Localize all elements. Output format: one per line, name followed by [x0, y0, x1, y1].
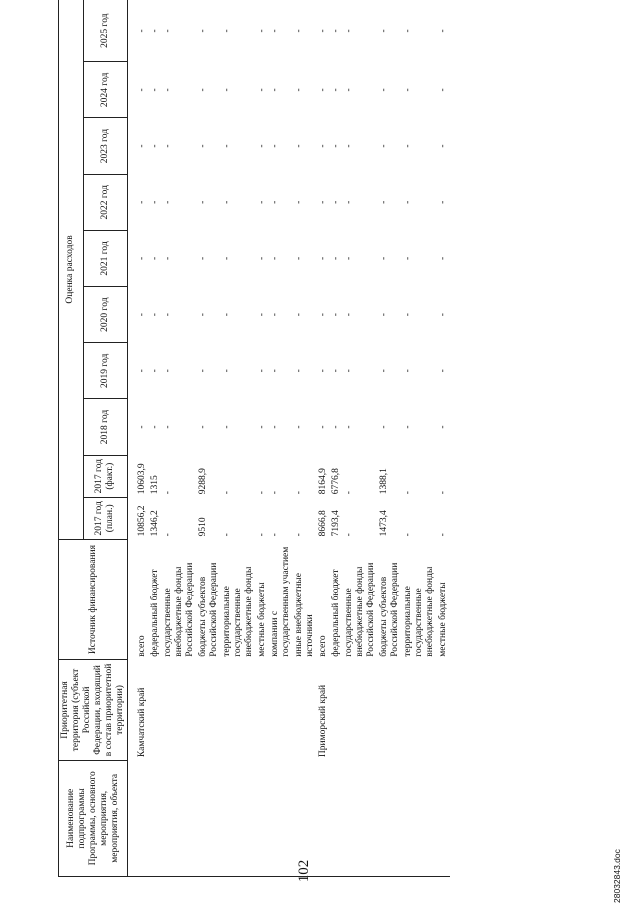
- value-cell: -: [150, 425, 160, 429]
- value-cell: -: [257, 144, 267, 148]
- value-cell: 1473,4: [379, 510, 389, 537]
- value-cell: -: [403, 256, 413, 261]
- value-cell: -: [294, 425, 304, 429]
- table-row: [128, 0, 150, 877]
- value-cell: -: [270, 144, 280, 148]
- funding-source-cell: государственные внебюджетные фонды Российской Федерации: [163, 562, 195, 657]
- value-cell: -: [294, 200, 304, 204]
- value-cell: -: [438, 369, 448, 373]
- value-cell: -: [198, 256, 208, 261]
- funding-source-cell: государственные внебюджетные фонды Российской Федерации: [344, 562, 376, 657]
- value-cell: -: [294, 144, 304, 148]
- value-cell: -: [197, 0, 221, 62]
- value-cell: -: [331, 200, 341, 204]
- header-year: 2024 год: [83, 62, 127, 118]
- header-year: 2025 год: [83, 0, 127, 62]
- value-cell: 10856,2: [137, 505, 147, 537]
- table-row: [330, 0, 343, 877]
- table-row: [343, 0, 378, 877]
- value-cell: -: [257, 256, 267, 261]
- value-cell: -: [378, 0, 402, 62]
- value-cell: -: [438, 88, 448, 92]
- value-cell: -: [150, 369, 160, 373]
- value-cell: -: [403, 88, 413, 92]
- header-year: 2023 год: [83, 118, 127, 174]
- funding-source-cell: бюджеты субъектов Российской Федерации: [379, 562, 400, 657]
- header-expense-estimate: Оценка расходов: [59, 0, 84, 539]
- value-cell: -: [269, 0, 293, 62]
- expenditure-table: [58, 0, 450, 877]
- value-cell: -: [150, 144, 160, 148]
- value-cell: -: [222, 200, 232, 204]
- value-cell: -: [222, 256, 232, 261]
- value-cell: -: [438, 256, 448, 261]
- value-cell: -: [198, 200, 208, 204]
- table-row: [437, 0, 450, 877]
- header-program-name: Наименование подпрограммы Программы, основного мероприятия, мероприятия, объекта: [59, 760, 128, 876]
- value-cell: -: [257, 491, 267, 495]
- value-cell: -: [344, 533, 354, 537]
- territory-cell: [162, 660, 197, 760]
- territory-cell: Камчатский край: [137, 687, 147, 758]
- value-cell: -: [331, 369, 341, 373]
- program-name-cell: [402, 760, 437, 876]
- value-cell: -: [222, 88, 232, 92]
- program-name-cell: [437, 760, 450, 876]
- funding-source-cell: федеральный бюджет: [150, 569, 160, 657]
- value-cell: -: [379, 313, 389, 317]
- value-cell: -: [331, 88, 341, 92]
- program-name-cell: [256, 760, 269, 876]
- territory-cell: [197, 660, 221, 760]
- funding-source-cell: бюджеты субъектов Российской Федерации: [198, 562, 219, 657]
- value-cell: -: [257, 88, 267, 92]
- value-cell: -: [270, 200, 280, 204]
- program-name-cell: [343, 760, 378, 876]
- value-cell: -: [150, 313, 160, 317]
- value-cell: -: [403, 313, 413, 317]
- program-name-cell: [162, 760, 197, 876]
- header-row-top: [59, 0, 84, 877]
- value-cell: -: [438, 533, 448, 537]
- funding-source-cell: компании с государственным участием: [270, 546, 291, 657]
- value-cell: -: [198, 313, 208, 317]
- value-cell: -: [270, 533, 280, 537]
- value-cell: -: [149, 0, 162, 62]
- value-cell: -: [163, 313, 173, 317]
- value-cell: -: [438, 144, 448, 148]
- value-cell: -: [402, 0, 437, 62]
- value-cell: -: [137, 313, 147, 317]
- header-funding-source: Источник финансирования: [59, 539, 128, 659]
- value-cell: -: [137, 88, 147, 92]
- header-year: 2022 год: [83, 174, 127, 230]
- table-body: [128, 0, 451, 877]
- value-cell: 8666,8: [318, 510, 328, 537]
- territory-cell: [402, 660, 437, 760]
- value-cell: 10603,9: [137, 463, 147, 495]
- value-cell: -: [344, 491, 354, 495]
- value-cell: -: [344, 425, 354, 429]
- value-cell: -: [344, 256, 354, 261]
- value-cell: -: [198, 144, 208, 148]
- value-cell: -: [137, 425, 147, 429]
- table-row: [378, 0, 402, 877]
- table-row: [256, 0, 269, 877]
- value-cell: -: [163, 533, 173, 537]
- table-row: [402, 0, 437, 877]
- funding-source-cell: иные внебюджетные источники: [294, 573, 315, 657]
- header-year: 2017 год (план.): [83, 497, 127, 539]
- value-cell: -: [403, 200, 413, 204]
- value-cell: -: [163, 425, 173, 429]
- value-cell: -: [403, 144, 413, 148]
- program-name-cell: [197, 760, 221, 876]
- value-cell: -: [318, 200, 328, 204]
- value-cell: -: [331, 256, 341, 261]
- value-cell: -: [294, 88, 304, 92]
- value-cell: -: [222, 144, 232, 148]
- header-year: 2018 год: [83, 399, 127, 455]
- program-name-cell: [269, 760, 293, 876]
- value-cell: -: [317, 0, 330, 62]
- value-cell: -: [344, 144, 354, 148]
- header-year: 2017 год (факт.): [83, 455, 127, 497]
- value-cell: -: [137, 369, 147, 373]
- value-cell: -: [438, 200, 448, 204]
- value-cell: -: [403, 533, 413, 537]
- value-cell: -: [163, 144, 173, 148]
- funding-source-cell: всего: [318, 635, 328, 657]
- value-cell: 9510: [198, 517, 208, 537]
- table-row: [149, 0, 162, 877]
- territory-cell: [269, 660, 293, 760]
- value-cell: -: [294, 313, 304, 317]
- value-cell: 8164,9: [318, 468, 328, 495]
- value-cell: -: [293, 0, 317, 62]
- program-name-cell: [149, 760, 162, 876]
- table-row: [197, 0, 221, 877]
- value-cell: -: [163, 200, 173, 204]
- value-cell: -: [330, 0, 343, 62]
- value-cell: -: [294, 369, 304, 373]
- value-cell: -: [331, 144, 341, 148]
- funding-source-cell: всего: [137, 635, 147, 657]
- table-row: [317, 0, 330, 877]
- value-cell: -: [379, 88, 389, 92]
- value-cell: -: [318, 144, 328, 148]
- value-cell: -: [344, 200, 354, 204]
- value-cell: -: [257, 313, 267, 317]
- header-year: 2020 год: [83, 287, 127, 343]
- value-cell: -: [403, 491, 413, 495]
- value-cell: -: [318, 369, 328, 373]
- value-cell: -: [137, 256, 147, 261]
- header-priority-territory: Приоритетная территория (субъект Российской Федерации, входящий в состав приоритетной территории): [59, 660, 128, 760]
- territory-cell: [343, 660, 378, 760]
- document-code: 28032843.doc: [612, 849, 622, 903]
- header-year: 2019 год: [83, 343, 127, 399]
- value-cell: -: [163, 491, 173, 495]
- territory-cell: [330, 660, 343, 760]
- value-cell: -: [163, 256, 173, 261]
- value-cell: 1346,2: [150, 510, 160, 537]
- value-cell: -: [318, 88, 328, 92]
- territory-cell: [221, 660, 256, 760]
- value-cell: -: [150, 200, 160, 204]
- value-cell: -: [221, 0, 256, 62]
- page-number: 102: [296, 859, 312, 883]
- value-cell: -: [137, 144, 147, 148]
- value-cell: -: [270, 313, 280, 317]
- value-cell: -: [270, 369, 280, 373]
- value-cell: -: [437, 0, 450, 62]
- program-name-cell: [221, 760, 256, 876]
- program-name-cell: [128, 760, 150, 876]
- value-cell: -: [150, 88, 160, 92]
- value-cell: -: [257, 369, 267, 373]
- value-cell: -: [318, 256, 328, 261]
- table-row: [221, 0, 256, 877]
- value-cell: -: [128, 0, 150, 62]
- value-cell: -: [198, 425, 208, 429]
- program-name-cell: [317, 760, 330, 876]
- value-cell: -: [344, 313, 354, 317]
- table-row: [293, 0, 317, 877]
- value-cell: 6776,8: [331, 468, 341, 495]
- value-cell: -: [222, 425, 232, 429]
- value-cell: -: [222, 313, 232, 317]
- territory-cell: Приморский край: [318, 684, 328, 758]
- value-cell: -: [222, 369, 232, 373]
- value-cell: -: [257, 200, 267, 204]
- value-cell: -: [163, 88, 173, 92]
- territory-cell: [437, 660, 450, 760]
- value-cell: 1388,1: [379, 468, 389, 495]
- value-cell: 7193,4: [331, 510, 341, 537]
- value-cell: -: [379, 369, 389, 373]
- value-cell: -: [137, 200, 147, 204]
- program-name-cell: [330, 760, 343, 876]
- value-cell: -: [379, 256, 389, 261]
- value-cell: -: [257, 533, 267, 537]
- value-cell: -: [379, 425, 389, 429]
- value-cell: -: [379, 200, 389, 204]
- value-cell: -: [379, 144, 389, 148]
- value-cell: -: [294, 533, 304, 537]
- value-cell: -: [318, 425, 328, 429]
- value-cell: -: [198, 369, 208, 373]
- value-cell: -: [198, 88, 208, 92]
- value-cell: -: [270, 256, 280, 261]
- value-cell: -: [294, 491, 304, 495]
- value-cell: -: [331, 313, 341, 317]
- value-cell: -: [256, 0, 269, 62]
- value-cell: -: [438, 313, 448, 317]
- territory-cell: [256, 660, 269, 760]
- value-cell: -: [344, 88, 354, 92]
- value-cell: 9288,9: [198, 468, 208, 495]
- value-cell: -: [162, 0, 197, 62]
- value-cell: -: [438, 491, 448, 495]
- funding-source-cell: федеральный бюджет: [331, 569, 341, 657]
- program-name-cell: [293, 760, 317, 876]
- territory-cell: [378, 660, 402, 760]
- funding-source-cell: территориальные государственные внебюджетные фонды: [403, 566, 435, 657]
- value-cell: -: [294, 256, 304, 261]
- value-cell: -: [257, 425, 267, 429]
- territory-cell: [149, 660, 162, 760]
- value-cell: 1315: [150, 475, 160, 495]
- value-cell: -: [331, 425, 341, 429]
- territory-cell: [293, 660, 317, 760]
- funding-source-cell: местные бюджеты: [438, 582, 448, 657]
- table-row: [162, 0, 197, 877]
- value-cell: -: [163, 369, 173, 373]
- value-cell: -: [270, 88, 280, 92]
- value-cell: -: [270, 491, 280, 495]
- value-cell: -: [222, 491, 232, 495]
- value-cell: -: [343, 0, 378, 62]
- table-row: [269, 0, 293, 877]
- funding-source-cell: территориальные государственные внебюджетные фонды: [222, 566, 254, 657]
- value-cell: -: [403, 369, 413, 373]
- value-cell: -: [222, 533, 232, 537]
- program-name-cell: [378, 760, 402, 876]
- value-cell: -: [270, 425, 280, 429]
- header-year: 2021 год: [83, 230, 127, 286]
- value-cell: -: [150, 256, 160, 261]
- value-cell: -: [344, 369, 354, 373]
- funding-source-cell: местные бюджеты: [257, 582, 267, 657]
- value-cell: -: [438, 425, 448, 429]
- value-cell: -: [318, 313, 328, 317]
- value-cell: -: [403, 425, 413, 429]
